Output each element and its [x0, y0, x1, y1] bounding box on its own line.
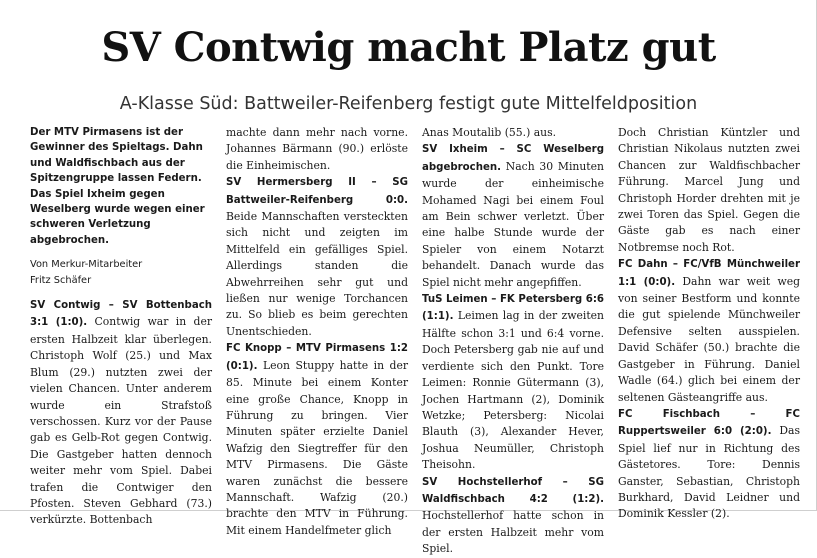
match-report-knopp-pirmasens [226, 340, 408, 539]
match-report-contwig-bottenbach [30, 297, 212, 529]
match-report-fischbach-ruppertsweiler [618, 406, 800, 523]
match-text: Leon Stuppy hatte in der 85. Minute bei einem Konter eine große Chance, Knopp in Führung zu bringen. Vier Minuten später erzielte Daniel Wafzig den Siegtreffer für den MTV Pirmasens. Die Gäste waren zunächst die bessere Mannschaft. Wafzig (20.) brachte den MTV in Führung. Mit einem Handelfmeter glich [226, 358, 408, 537]
match-heading: TuS Leimen – FK Petersberg 6:6 (1:1). [422, 294, 604, 323]
match-heading: SV Hermersberg II – SG Battweiler-Reifenberg 0:0. [226, 177, 408, 206]
match-heading: SV Hochstellerhof – SG Waldfischbach 4:2 (1:2). [422, 476, 604, 505]
column-1 [30, 125, 213, 527]
match-text: Das Spiel lief nur in Richtung des Gästetores. Tore: Dennis Ganster, Sebastian, Christoph Burkhard, David Leidner und Dominik Kessler (2). [618, 424, 800, 521]
column-3 [422, 125, 604, 556]
match-report-hochstellerhof-waldfischbach [422, 474, 604, 558]
match-report-leimen-petersberg [422, 291, 604, 473]
match-text: Leimen lag in der zweiten Hälfte schon 3:1 und 6:4 vorne. Doch Petersberg gab nie auf und verdiente sich den Punkt. Tore Leimen: Ronnie Gütermann (3), Jochen Hartmann (2), Dominik Wetzke; Petersberg: Nicolai Blauth (3), Alexander Hever, Joshua Neumüller, Christoph Theisohn. [422, 309, 604, 472]
match-report-hermersberg-battweiler [226, 174, 408, 340]
match-heading: FC Knopp – MTV Pirmasens 1:2 (0:1). [226, 343, 408, 372]
match-heading: SV Ixheim – SC Weselberg abgebrochen. [422, 144, 604, 173]
continued-text: Doch Christian Küntzler und Christian Nikolaus nutzten zwei Chancen zur Waldfischbacher Führung. Marcel Jung und Christoph Horder drehten mit je zwei Toren das Spiel. Gegen die Gäste gab es nach einer Notbremse noch Rot. [618, 126, 800, 254]
match-text: Contwig war in der ersten Halbzeit klar überlegen. Christoph Wolf (25.) und Max Blum (29.) nutzten zwei der vielen Chancen. Unter anderem wurde ein Strafstoß verschossen. Kurz vor der Pause gab es Gelb-Rot gegen Contwig. Die Gastgeber hatten dennoch weiter mehr vom Spiel. Dabei trafen die Contwiger den Pfosten. Steven Gebhard (73.) verkürzte. Bottenbach [30, 315, 213, 527]
article-body [30, 125, 810, 556]
byline-line-1: Von Merkur-Mitarbeiter [30, 259, 143, 271]
lead-paragraph: Der MTV Pirmasens ist der Gewinner des Spieltags. Dahn und Waldfischbach aus der Spitzengruppe lassen Federn. Das Spiel Ixheim gegen Weselberg wurde wegen einer schweren Verletzung abgebrochen. [30, 127, 205, 246]
match-report-dahn-muenchweiler [618, 256, 800, 406]
match-report-ixheim-weselberg [422, 141, 604, 291]
continued-text: Anas Moutalib (55.) aus. [422, 126, 557, 139]
match-text: Hochstellerhof hatte schon in der ersten Halbzeit mehr vom Spiel. [422, 509, 604, 556]
byline-author: Fritz Schäfer [30, 274, 92, 286]
match-heading: FC Fischbach – FC Ruppertsweiler 6:0 (2:0). [618, 408, 800, 438]
match-heading: SV Contwig – SV Bottenbach 3:1 (1:0). [30, 300, 212, 329]
column-2 [226, 125, 408, 537]
match-text: Nach 30 Minuten wurde der einheimische Mohamed Nagi bei einem Foul am Bein schwer verletzt. Über eine halbe Stunde wurde der Spieler von einem Notarzt behandelt. Danach wurde das Spiel nicht mehr angepfiffen. [422, 159, 604, 289]
continued-text: machte dann mehr nach vorne. Johannes Bärmann (90.) erlöste die Einheimischen. [226, 126, 408, 172]
match-text: Dahn war weit weg von seiner Bestform und konnte die gut spielende Münchweiler Defensive selten ausspielen. David Schäfer (50.) brachte die Gastgeber in Führung. Daniel Wadle (64.) glich bei einem der seltenen Gästeangriffe aus. [618, 274, 800, 404]
byline [30, 257, 212, 288]
match-heading: FC Dahn – FC/VfB Münchweiler 1:1 (0:0). [618, 259, 800, 288]
column-4 [618, 125, 800, 521]
subheadline: A-Klasse Süd: Battweiler-Reifenberg festigt gute Mittelfeldposition [119, 94, 698, 114]
match-text: Beide Mannschaften versteckten sich nicht und zeigten im Mittelfeld ein gefälliges Spiel. Allerdings standen die Abwehrreihen sehr gut und ließen nur wenige Torchancen zu. So blieb es beim gerechten Unentschieden. [226, 210, 408, 338]
headline: SV Contwig macht Platz gut [101, 24, 716, 71]
